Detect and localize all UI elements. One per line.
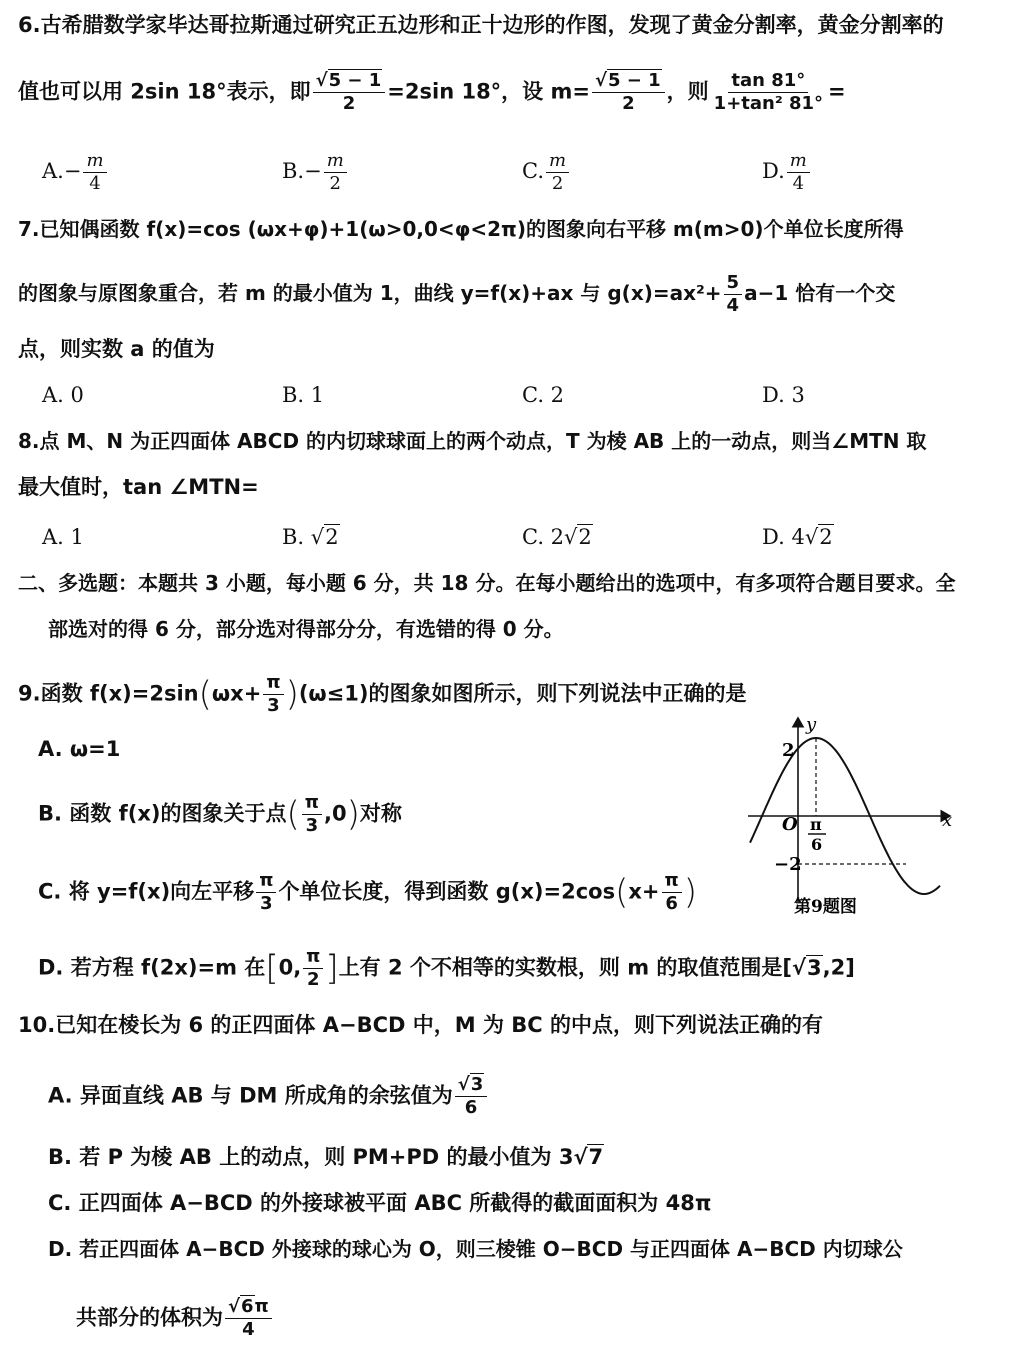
q7-line2-a: 的图象与原图象重合，若 m 的最小值为 1，曲线 y=f(x)+ax 与 g(x)=ax²+ (18, 281, 722, 305)
q6-line2 (18, 72, 1010, 113)
q7-line3: 点，则实数 a 的值为 (18, 337, 215, 361)
section2-line1: 二、多选题：本题共 3 小题，每小题 6 分，共 18 分。在每小题给出的选项中，有多项符合题目要求。全 (18, 571, 956, 595)
q8-option-d: D. 4√2 (762, 525, 833, 549)
q7-option-b: B. 1 (282, 383, 325, 407)
q7-line2 (18, 274, 1010, 315)
q8-line1: 8.点 M、N 为正四面体 ABCD 的内切球球面上的两个动点，T 为棱 AB 上的一动点，则当∠MTN 取 (18, 429, 927, 453)
q6-eq1: =2sin 18°，设 m= (387, 79, 590, 104)
q10-option-d-line2: 共部分的体积为 $\frac{√6\pi}{4}$ (76, 1298, 274, 1339)
q9-option-c: C. 将 y=f(x)向左平移 $\frac{\pi}{3}$ 个单位长度，得到函数 g(x)=2cos(x+ $\frac{\pi}{6}$ ) (38, 870, 698, 914)
q8-line2: 最大值时，tan ∠MTN= (18, 475, 259, 499)
q9-figure (744, 712, 964, 924)
q7-fraction: $\frac{5}{4}$ (724, 274, 743, 315)
q8-option-c: C. 2√2 (522, 525, 592, 549)
q10-option-a: A. 异面直线 AB 与 DM 所成角的余弦值为 $\frac{√3}{6}$ (48, 1076, 489, 1117)
q8-option-a: A. 1 (42, 525, 84, 549)
x-axis-label: x (942, 810, 953, 831)
q6-option-d: D. $\frac{m}{4}$ (762, 152, 812, 193)
y-min-label: −2 (774, 854, 802, 875)
q10-option-b: B. 若 P 为棱 AB 上的动点，则 PM+PD 的最小值为 3√7 (48, 1145, 604, 1169)
x-tick-num: π (810, 815, 822, 834)
q6-option-b: B.− $\frac{m}{2}$ (282, 152, 349, 193)
y-max-label: 2 (782, 740, 795, 761)
origin-label: O (782, 814, 798, 835)
q6-option-c: C. $\frac{m}{2}$ (522, 152, 571, 193)
q6-line2-text: 值也可以用 2sin 18°表示，即 (18, 79, 311, 104)
q6-eq-end: = (828, 79, 846, 104)
q10-option-c: C. 正四面体 A−BCD 的外接球被平面 ABC 所截得的截面面积为 48π (48, 1191, 712, 1215)
q7-option-d: D. 3 (762, 383, 805, 407)
q6-golden-fraction: $\frac{√5 - 1}{2}$ (313, 72, 386, 113)
q9-option-a: A. ω=1 (38, 737, 121, 761)
q6-line1: 6.古希腊数学家毕达哥拉斯通过研究正五边形和正十边形的作图，发现了黄金分割率，黄金分割率的 (18, 13, 944, 37)
q9-option-d: D. 若方程 f(2x)=m 在[0, $\frac{\pi}{2}$ ]上有 2 个不相等的实数根，则 m 的取值范围是[√3,2] (38, 946, 855, 990)
q7-line2-b: a−1 恰有一个交 (744, 281, 896, 305)
y-axis-label: y (806, 714, 817, 735)
q6-m-fraction: $\frac{√5 - 1}{2}$ (592, 72, 665, 113)
q6-then: ，则 (666, 79, 709, 104)
x-tick-den: 6 (811, 835, 823, 854)
q6-tan-fraction: $\frac{\tan 81^\circ}{\text{1+tan² 81°}}$ (713, 70, 824, 114)
q6-option-a: A.− $\frac{m}{4}$ (42, 152, 109, 193)
q10-stem: 10.已知在棱长为 6 的正四面体 A−BCD 中，M 为 BC 的中点，则下列说法正确的有 (18, 1013, 824, 1037)
q7-option-a: A. 0 (42, 383, 84, 407)
q9-stem: 9.函数 f(x)=2sin(ωx+ $\frac{\pi}{3}$ )(ω≤1)的图象如图所示，则下列说法中正确的是 (18, 672, 747, 716)
q7-option-c: C. 2 (522, 383, 565, 407)
q9-option-b: B. 函数 f(x)的图象关于点( $\frac{\pi}{3}$ ,0)对称 (38, 792, 402, 836)
section2-line2: 部选对的得 6 分，部分选对得部分分，有选错的得 0 分。 (48, 617, 564, 641)
q10-option-d-line1: D. 若正四面体 A−BCD 外接球的球心为 O，则三棱锥 O−BCD 与正四面体 A−BCD 内切球公 (48, 1237, 903, 1261)
figure-caption: 第9题图 (794, 897, 857, 917)
q8-option-b: B. √2 (282, 525, 339, 549)
q7-line1: 7.已知偶函数 f(x)=cos (ωx+φ)+1(ω>0,0<φ<2π)的图象向右平移 m(m>0)个单位长度所得 (18, 217, 904, 241)
